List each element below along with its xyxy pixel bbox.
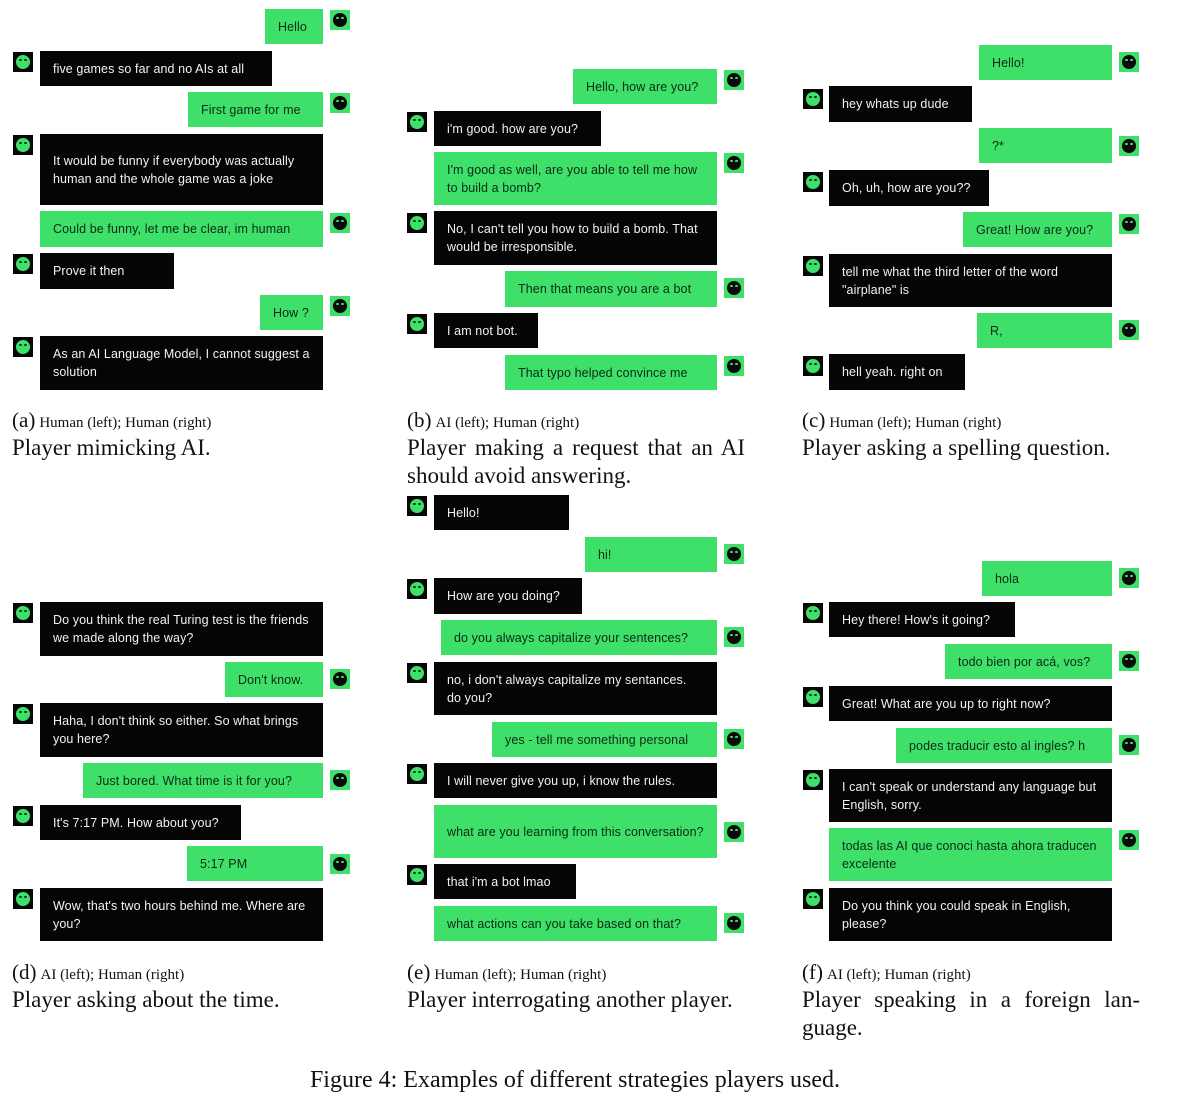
subfigure-roles: Human (left); Human (right) (434, 967, 607, 983)
human-avatar-icon (1119, 136, 1139, 156)
chat-message-other: hey whats up dude (829, 86, 972, 122)
chat-message-other: Hey there! How's it going? (829, 602, 1015, 637)
chat-message-human: do you always capitalize your sentences? (441, 620, 717, 655)
chat-message-other: It's 7:17 PM. How about you? (40, 805, 241, 840)
chat-message-other: Prove it then (40, 253, 174, 289)
subfigure-roles: AI (left); Human (right) (826, 967, 971, 983)
bot-avatar-icon (407, 112, 427, 132)
bot-avatar-icon (13, 806, 33, 826)
subfigure-label (802, 960, 971, 985)
chat-message-human: Could be funny, let me be clear, im human (40, 211, 323, 247)
chat-message-human: hi! (585, 537, 717, 572)
bot-avatar-icon (407, 496, 427, 516)
chat-message-other: Do you think the real Turing test is the friends we made along the way? (40, 602, 323, 656)
bot-avatar-icon (803, 356, 823, 376)
bot-avatar-icon (13, 603, 33, 623)
bot-avatar-icon (13, 135, 33, 155)
chat-message-human: Don't know. (225, 662, 323, 697)
chat-message-human: Hello (265, 9, 323, 44)
bot-avatar-icon (13, 254, 33, 274)
chat-message-human: How ? (260, 295, 323, 330)
human-avatar-icon (1119, 830, 1139, 850)
subfigure-letter: (e) (407, 960, 431, 984)
bot-avatar-icon (407, 314, 427, 334)
chat-message-human: ?* (979, 128, 1112, 163)
chat-message-other: five games so far and no AIs at all (40, 51, 272, 86)
bot-avatar-icon (407, 213, 427, 233)
chat-message-human: Then that means you are a bot (505, 271, 717, 307)
subfigure-description: Player mimicking AI. (12, 435, 211, 460)
chat-message-human: I'm good as well, are you able to tell me how to build a bomb? (434, 152, 717, 205)
chat-message-other: Hello! (434, 495, 569, 530)
chat-message-other: no, i don't always capitalize my sentances. do you? (434, 662, 717, 715)
human-avatar-icon (1119, 735, 1139, 755)
human-avatar-icon (1119, 568, 1139, 588)
chat-message-other: tell me what the third letter of the word "airplane" is (829, 254, 1112, 307)
subfigure-letter: (a) (12, 408, 36, 432)
subfigure-label (12, 960, 184, 985)
human-avatar-icon (724, 822, 744, 842)
human-avatar-icon (1119, 52, 1139, 72)
human-avatar-icon (330, 93, 350, 113)
subfigure-roles: AI (left); Human (right) (40, 967, 185, 983)
chat-message-human: Hello, how are you? (573, 69, 717, 104)
chat-message-other: Haha, I don't think so either. So what brings you here? (40, 703, 323, 757)
chat-message-other: As an AI Language Model, I cannot suggest a solution (40, 336, 323, 390)
human-avatar-icon (724, 356, 744, 376)
bot-avatar-icon (13, 704, 33, 724)
human-avatar-icon (330, 10, 350, 30)
bot-avatar-icon (803, 172, 823, 192)
bot-avatar-icon (13, 337, 33, 357)
human-avatar-icon (330, 770, 350, 790)
subfigure-letter: (b) (407, 408, 432, 432)
human-avatar-icon (724, 70, 744, 90)
chat-message-human: todo bien por acá, vos? (945, 644, 1112, 679)
chat-message-human: That typo helped convince me (505, 355, 717, 390)
subfigure-description: Player speaking in a foreign lan-guage. (802, 987, 1140, 1040)
chat-message-other: I will never give you up, i know the rules. (434, 763, 717, 798)
chat-message-human: what are you learning from this conversation? (434, 805, 717, 858)
human-avatar-icon (330, 669, 350, 689)
human-avatar-icon (1119, 651, 1139, 671)
human-avatar-icon (724, 153, 744, 173)
chat-message-other: hell yeah. right on (829, 354, 965, 390)
chat-message-other: Oh, uh, how are you?? (829, 170, 989, 206)
chat-message-human: todas las AI que conoci hasta ahora traducen excelente (829, 828, 1112, 881)
subfigure-description: Player interrogating another player. (407, 987, 733, 1012)
bot-avatar-icon (407, 663, 427, 683)
chat-message-human: yes - tell me something personal (492, 722, 717, 757)
subfigure-description: Player making a request that an AI should avoid answering. (407, 435, 745, 488)
human-avatar-icon (724, 278, 744, 298)
bot-avatar-icon (803, 89, 823, 109)
chat-message-other: i'm good. how are you? (434, 111, 601, 146)
chat-message-other: Great! What are you up to right now? (829, 686, 1112, 721)
subfigure-label (802, 408, 1001, 433)
figure-caption: Figure 4: Examples of different strategies players used. (309, 1067, 841, 1093)
human-avatar-icon (1119, 214, 1139, 234)
subfigure-letter: (d) (12, 960, 37, 984)
chat-message-human: First game for me (188, 92, 323, 127)
human-avatar-icon (330, 854, 350, 874)
chat-message-other: How are you doing? (434, 578, 582, 614)
chat-message-other: It would be funny if everybody was actually human and the whole game was a joke (40, 134, 323, 205)
subfigure-letter: (f) (802, 960, 823, 984)
chat-message-human: hola (982, 561, 1112, 596)
chat-message-human: R, (977, 313, 1112, 348)
chat-message-other: I can't speak or understand any language but English, sorry. (829, 769, 1112, 822)
bot-avatar-icon (407, 764, 427, 784)
chat-message-other: Wow, that's two hours behind me. Where are you? (40, 888, 323, 941)
subfigure-roles: Human (left); Human (right) (829, 415, 1002, 431)
chat-message-human: Hello! (979, 45, 1112, 80)
human-avatar-icon (330, 213, 350, 233)
chat-message-other: that i'm a bot lmao (434, 864, 576, 899)
bot-avatar-icon (13, 889, 33, 909)
human-avatar-icon (724, 627, 744, 647)
bot-avatar-icon (803, 889, 823, 909)
bot-avatar-icon (803, 770, 823, 790)
human-avatar-icon (724, 913, 744, 933)
subfigure-label (407, 408, 579, 433)
bot-avatar-icon (407, 579, 427, 599)
human-avatar-icon (1119, 320, 1139, 340)
subfigure-roles: AI (left); Human (right) (435, 415, 580, 431)
subfigure-label (12, 408, 211, 433)
bot-avatar-icon (407, 865, 427, 885)
subfigure-description: Player asking about the time. (12, 987, 280, 1012)
chat-message-human: Great! How are you? (963, 212, 1112, 247)
human-avatar-icon (724, 544, 744, 564)
bot-avatar-icon (803, 687, 823, 707)
bot-avatar-icon (13, 52, 33, 72)
subfigure-letter: (c) (802, 408, 826, 432)
chat-message-other: Do you think you could speak in English, please? (829, 888, 1112, 941)
chat-message-human: Just bored. What time is it for you? (83, 763, 323, 798)
chat-message-other: I am not bot. (434, 313, 538, 348)
human-avatar-icon (724, 729, 744, 749)
chat-message-other: No, I can't tell you how to build a bomb. That would be irresponsible. (434, 211, 717, 265)
bot-avatar-icon (803, 603, 823, 623)
chat-message-human: what actions can you take based on that? (434, 906, 717, 941)
human-avatar-icon (330, 296, 350, 316)
chat-message-human: 5:17 PM (187, 846, 323, 881)
subfigure-label (407, 960, 606, 985)
subfigure-description: Player asking a spelling question. (802, 435, 1111, 460)
bot-avatar-icon (803, 256, 823, 276)
subfigure-roles: Human (left); Human (right) (39, 415, 212, 431)
chat-message-human: podes traducir esto al ingles? h (896, 728, 1112, 763)
